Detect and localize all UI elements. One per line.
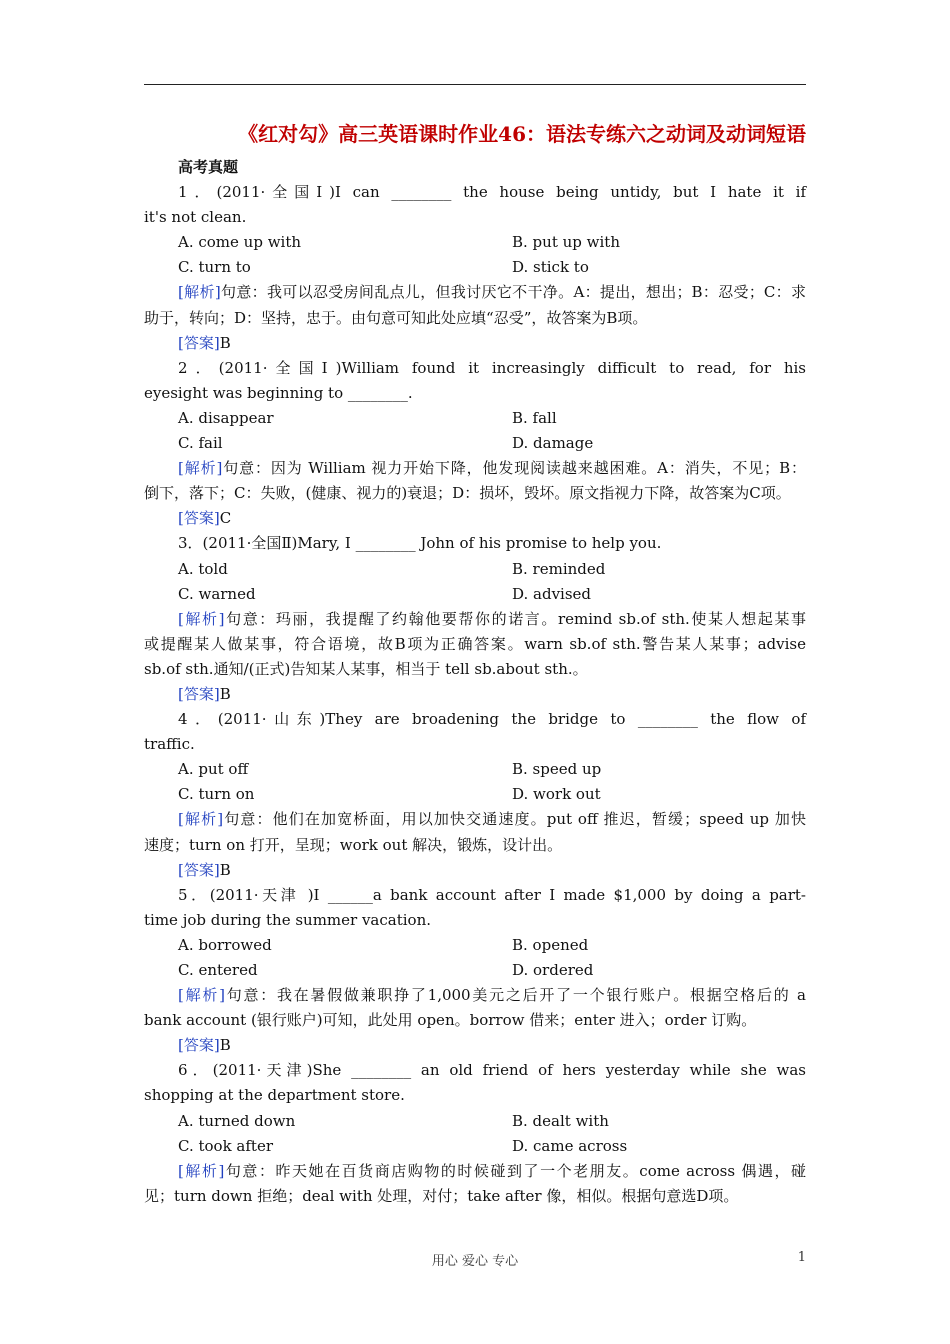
option-d: D. damage — [512, 434, 594, 453]
options-row — [144, 933, 806, 958]
analysis-line — [144, 607, 806, 632]
analysis-tag: [解析] — [178, 1161, 225, 1180]
question-stem-line: 4．(2011·山东)They are broadening the bridge to ________ the flow of — [178, 710, 806, 729]
analysis-line — [144, 306, 806, 331]
analysis-line — [144, 280, 806, 305]
analysis-text: 句意：我在暑假做兼职挣了1,000美元之后开了一个银行账户。根据空格后的 a — [224, 986, 806, 1005]
analysis-line — [144, 807, 806, 832]
answer-line — [144, 331, 806, 356]
option-c: C. entered — [178, 961, 258, 979]
answer-line — [144, 682, 806, 707]
question-stem-line: shopping at the department store. — [144, 1086, 405, 1105]
analysis-text: 句意：昨天她在百货商店购物的时候碰到了一个老朋友。come across 偶遇，碰 — [224, 1161, 806, 1180]
question-stem-line: 2．(2011·全国Ⅰ)William found it increasingly difficult to read, for his — [178, 358, 806, 377]
page-title: 《红对勾》高三英语课时作业46：语法专练六之动词及动词短语 — [238, 122, 806, 146]
answer-tag: [答案] — [178, 684, 220, 703]
option-a: A. come up with — [178, 233, 302, 252]
option-c: C. warned — [178, 584, 256, 603]
question-list — [144, 180, 806, 1209]
analysis-text: 倒下，落下；C：失败，(健康、视力的)衰退；D：损坏，毁坏。原文指视力下降，故答案为C项。 — [144, 484, 791, 503]
answer-tag: [答案] — [178, 333, 220, 352]
option-d: D. stick to — [512, 258, 589, 277]
option-c: C. turn to — [178, 258, 251, 277]
question-stem-line: 5．(2011·天津 )I ______a bank account after I made $1,000 by doing a part- — [178, 885, 806, 904]
analysis-line — [144, 833, 806, 858]
analysis-tag: [解析] — [178, 283, 221, 302]
answer-line — [144, 858, 806, 883]
analysis-text: 速度；turn on 打开，呈现；work out 解决，锻炼，设计出。 — [144, 835, 563, 854]
analysis-line — [144, 456, 806, 481]
section-heading: 高考真题 — [178, 158, 239, 176]
analysis-text: 句意：因为 William 视力开始下降，他发现阅读越来越困难。A：消失，不见；B： — [222, 459, 806, 478]
options-row — [144, 230, 806, 255]
answer-value: C — [219, 509, 232, 528]
analysis-text: 句意：我可以忍受房间乱点儿，但我讨厌它不干净。A：提出，想出；B：忍受；C：求 — [220, 283, 806, 302]
analysis-text: 句意：玛丽，我提醒了约翰他要帮你的诺言。remind sb.of sth.使某人想起某事 — [224, 609, 806, 628]
options-row — [144, 958, 806, 983]
question-item — [144, 707, 806, 883]
option-c: C. turn on — [178, 785, 255, 804]
option-c: C. fail — [178, 434, 223, 453]
document-body — [144, 155, 806, 1209]
answer-value: B — [219, 860, 231, 879]
analysis-line — [144, 657, 806, 682]
question-item — [144, 356, 806, 532]
option-b: B. dealt with — [512, 1111, 609, 1130]
options-row — [144, 431, 806, 456]
option-a: A. told — [178, 559, 228, 578]
analysis-tag: [解析] — [178, 986, 225, 1005]
footer-slogan: 用心 爱心 专心 — [431, 1254, 519, 1269]
option-b: B. reminded — [512, 559, 606, 578]
question-item — [144, 180, 806, 356]
option-b: B. speed up — [512, 760, 602, 779]
question-stem-line: it's not clean. — [144, 208, 247, 227]
option-d: D. came across — [512, 1136, 628, 1155]
analysis-line — [144, 983, 806, 1008]
analysis-text: bank account (银行账户)可知，此处用 open。borrow 借来；enter 进入；order 订购。 — [144, 1011, 757, 1030]
question-stem-line: eyesight was beginning to ________. — [144, 383, 413, 402]
answer-value: B — [219, 684, 231, 703]
options-row — [144, 582, 806, 607]
answer-line — [144, 1033, 806, 1058]
analysis-line — [144, 1184, 806, 1209]
answer-tag: [答案] — [178, 860, 220, 879]
options-row — [144, 255, 806, 280]
analysis-tag: [解析] — [178, 810, 224, 829]
options-row — [144, 757, 806, 782]
option-c: C. took after — [178, 1136, 273, 1155]
answer-line — [144, 506, 806, 531]
analysis-text: 助于，转向；D：坚持，忠于。由句意可知此处应填“忍受”，故答案为B项。 — [144, 308, 648, 327]
option-a: A. disappear — [178, 408, 274, 427]
options-row — [144, 1109, 806, 1134]
analysis-line — [144, 632, 806, 657]
analysis-text: 或提醒某人做某事，符合语境，故B项为正确答案。warn sb.of sth.警告某人某事；advise — [144, 634, 806, 653]
options-row — [144, 406, 806, 431]
analysis-line — [144, 1008, 806, 1033]
question-stem-line: time job during the summer vacation. — [144, 910, 432, 929]
analysis-text: 见；turn down 拒绝；deal with 处理，对付；take after 像，相似。根据句意选D项。 — [144, 1186, 739, 1205]
question-item — [144, 1058, 806, 1209]
option-a: A. turned down — [178, 1111, 296, 1130]
option-a: A. put off — [178, 760, 249, 779]
analysis-line — [144, 481, 806, 506]
question-stem-line: 6．(2011·天津)She ________ an old friend of hers yesterday while she was — [178, 1061, 806, 1080]
answer-value: B — [219, 1036, 231, 1055]
analysis-tag: [解析] — [178, 459, 223, 478]
option-d: D. work out — [512, 785, 601, 804]
options-row — [144, 1134, 806, 1159]
question-item — [144, 531, 806, 707]
option-d: D. advised — [512, 584, 592, 603]
question-stem-line: 1．(2011·全国Ⅰ)I can ________ the house being untidy, but I hate it if — [178, 183, 806, 202]
analysis-line — [144, 1159, 806, 1184]
option-b: B. put up with — [512, 233, 620, 252]
answer-tag: [答案] — [178, 1036, 220, 1055]
option-d: D. ordered — [512, 961, 594, 979]
analysis-tag: [解析] — [178, 609, 225, 628]
answer-value: B — [219, 333, 231, 352]
question-stem-line: traffic. — [144, 735, 195, 754]
answer-tag: [答案] — [178, 509, 220, 528]
question-item — [144, 883, 806, 1059]
option-a: A. borrowed — [178, 935, 272, 954]
options-row — [144, 557, 806, 582]
options-row — [144, 782, 806, 807]
option-b: B. fall — [512, 408, 557, 427]
page-number: 1 — [797, 1250, 806, 1265]
option-b: B. opened — [512, 935, 589, 954]
header-rule — [144, 84, 806, 85]
analysis-text: 句意：他们在加宽桥面，用以加快交通速度。put off 推迟，暂缓；speed up 加快 — [223, 810, 806, 829]
analysis-text: sb.of sth.通知/(正式)告知某人某事，相当于 tell sb.about sth.。 — [144, 659, 588, 678]
question-stem-line: 3．(2011·全国Ⅱ)Mary, I ________ John of his promise to help you. — [178, 534, 662, 553]
